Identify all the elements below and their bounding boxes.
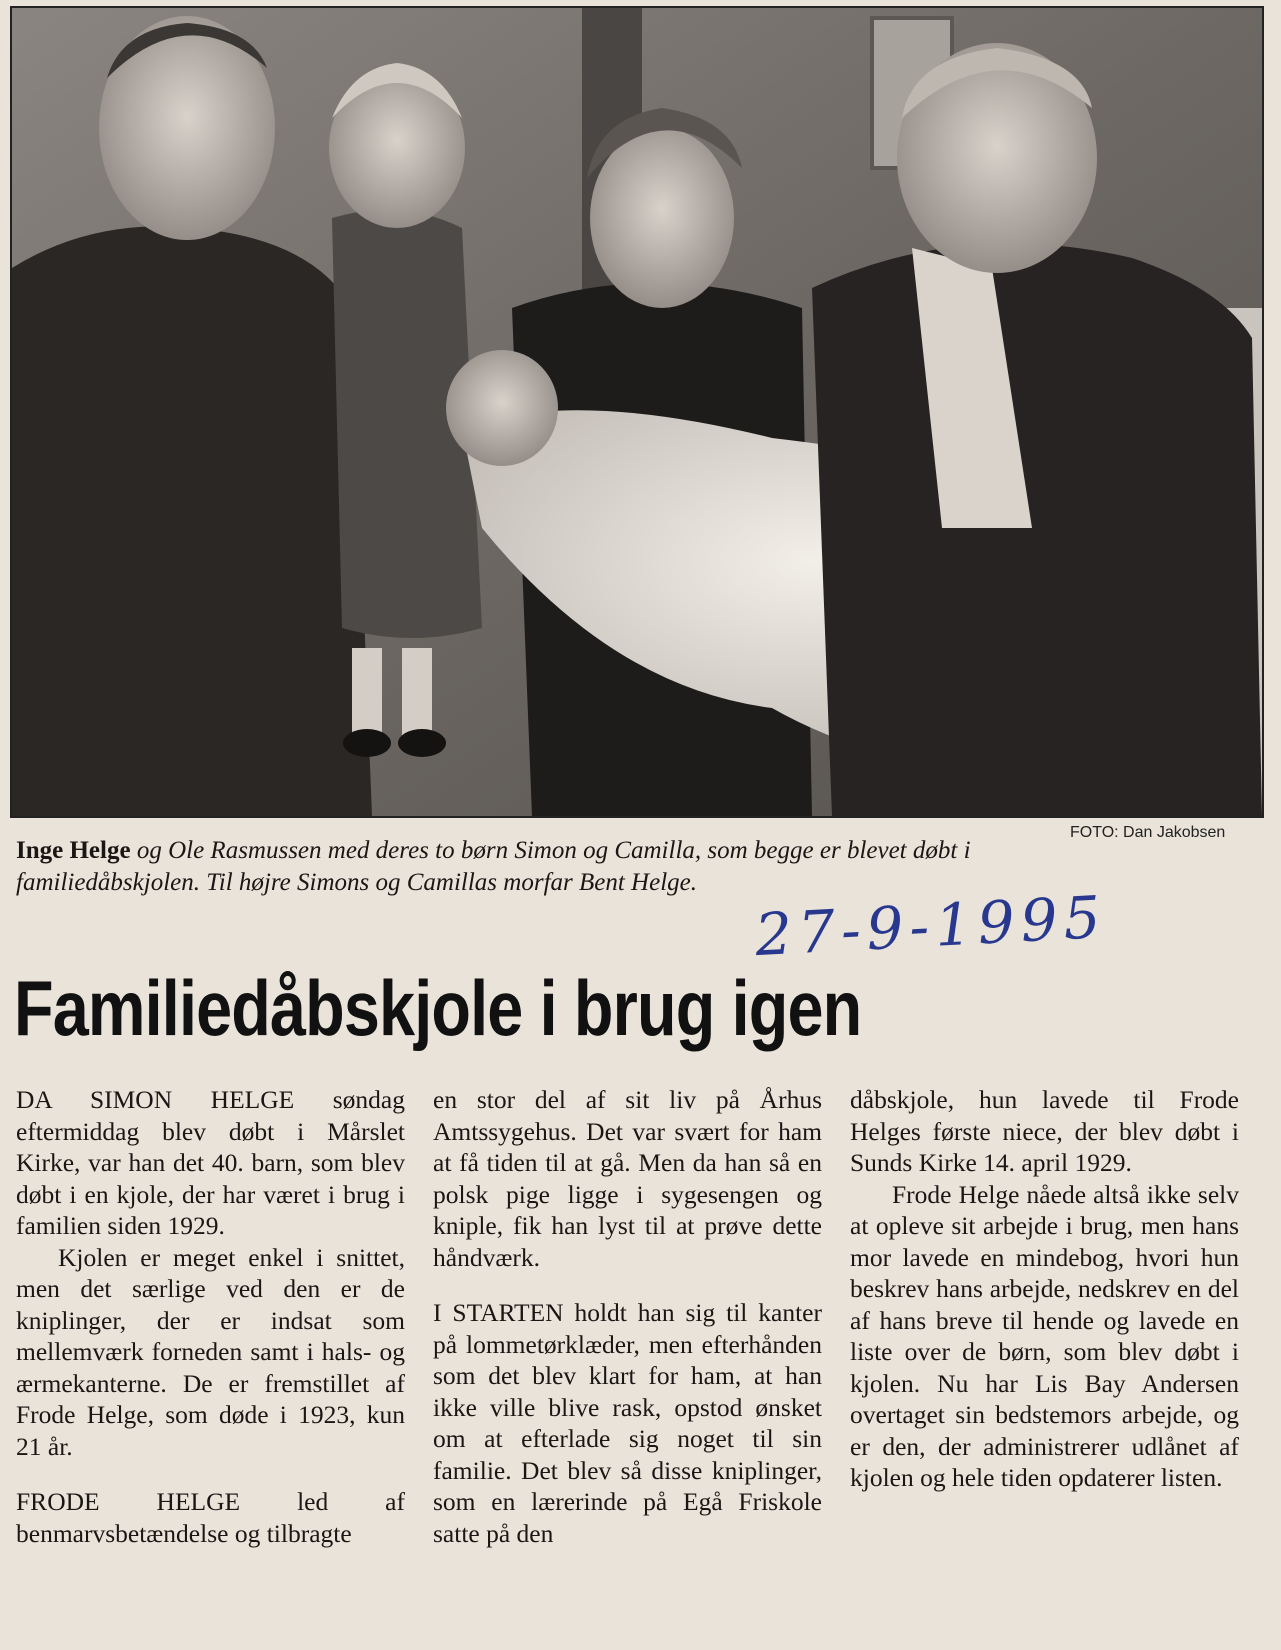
paragraph	[16, 1084, 405, 1242]
handwritten-date: 27-9-1995	[753, 882, 1109, 970]
photo-credit: FOTO: Dan Jakobsen	[1070, 824, 1226, 841]
headline: Familiedåbskjole i brug igen	[14, 964, 862, 1052]
paragraph-text: en stor del af sit liv på Århus Amtssygehus. Det var svært for ham at få tiden til at gå. Men da han så en polsk pige ligge i sygesengen og kniple, fik han lyst til at prøve dette håndværk.	[433, 1085, 822, 1272]
article-column-1	[16, 1084, 405, 1644]
paragraph-lead: FRODE HELGE	[16, 1487, 241, 1516]
article-column-3	[850, 1084, 1239, 1644]
caption-text: og Ole Rasmussen med deres to børn Simon og Camilla, som begge er blevet døbt i familiedåbskjolen. Til højre Simons og Camillas morfar Bent Helge.	[16, 837, 971, 896]
paragraph	[433, 1084, 822, 1273]
paragraph-lead: DA SIMON HELGE	[16, 1085, 295, 1114]
paragraph	[16, 1242, 405, 1463]
paragraph-lead: I STARTEN	[433, 1298, 564, 1327]
paragraph-text: holdt han sig til kanter på lommetørklæder, men efterhånden som det blev klart for ham, at han ikke ville blive rask, opstod ønsket om at efterlade sig noget til sin familie. Det blev så disse kniplinger, som en lærerinde på Egå Friskole satte på den	[433, 1298, 822, 1548]
paragraph	[850, 1084, 1239, 1179]
paragraph	[433, 1297, 822, 1549]
paragraph-text: søndag eftermiddag blev døbt i Mårslet Kirke, var han det 40. barn, som blev døbt i en kjole, der har været i brug i familien siden 1929.	[16, 1085, 405, 1240]
photo-illustration	[12, 8, 1262, 816]
family-photo	[10, 6, 1264, 818]
paragraph	[850, 1179, 1239, 1494]
paragraph-text: dåbskjole, hun lavede til Frode Helges første niece, der blev døbt i Sunds Kirke 14. april 1929.	[850, 1085, 1239, 1177]
photo-caption	[16, 835, 1046, 899]
article-column-2	[433, 1084, 822, 1644]
paragraph-text: Frode Helge nåede altså ikke selv at opleve sit arbejde i brug, men hans mor lavede en mindebog, hvori hun beskrev hans arbejde, nedskrev en del af hans breve til hende og lavede en liste over de børn, som blev døbt i kjolen. Nu har Lis Bay Andersen overtaget sin bedstemors arbejde, og er den, der administrerer udlånet af kjolen og hele tiden opdaterer listen.	[850, 1179, 1239, 1492]
paragraph	[16, 1486, 405, 1549]
article-body	[16, 1084, 1266, 1644]
paragraph-text: Kjolen er meget enkel i snittet, men det særlige ved den er de kniplinger, der er indsat som mellemværk forneden samt i hals- og ærmekanterne. De er fremstillet af Frode Helge, som døde i 1923, kun 21 år.	[16, 1242, 405, 1461]
paragraph-text: led af benmarvsbetændelse og tilbragte	[16, 1487, 405, 1548]
caption-name: Inge Helge	[16, 837, 131, 864]
